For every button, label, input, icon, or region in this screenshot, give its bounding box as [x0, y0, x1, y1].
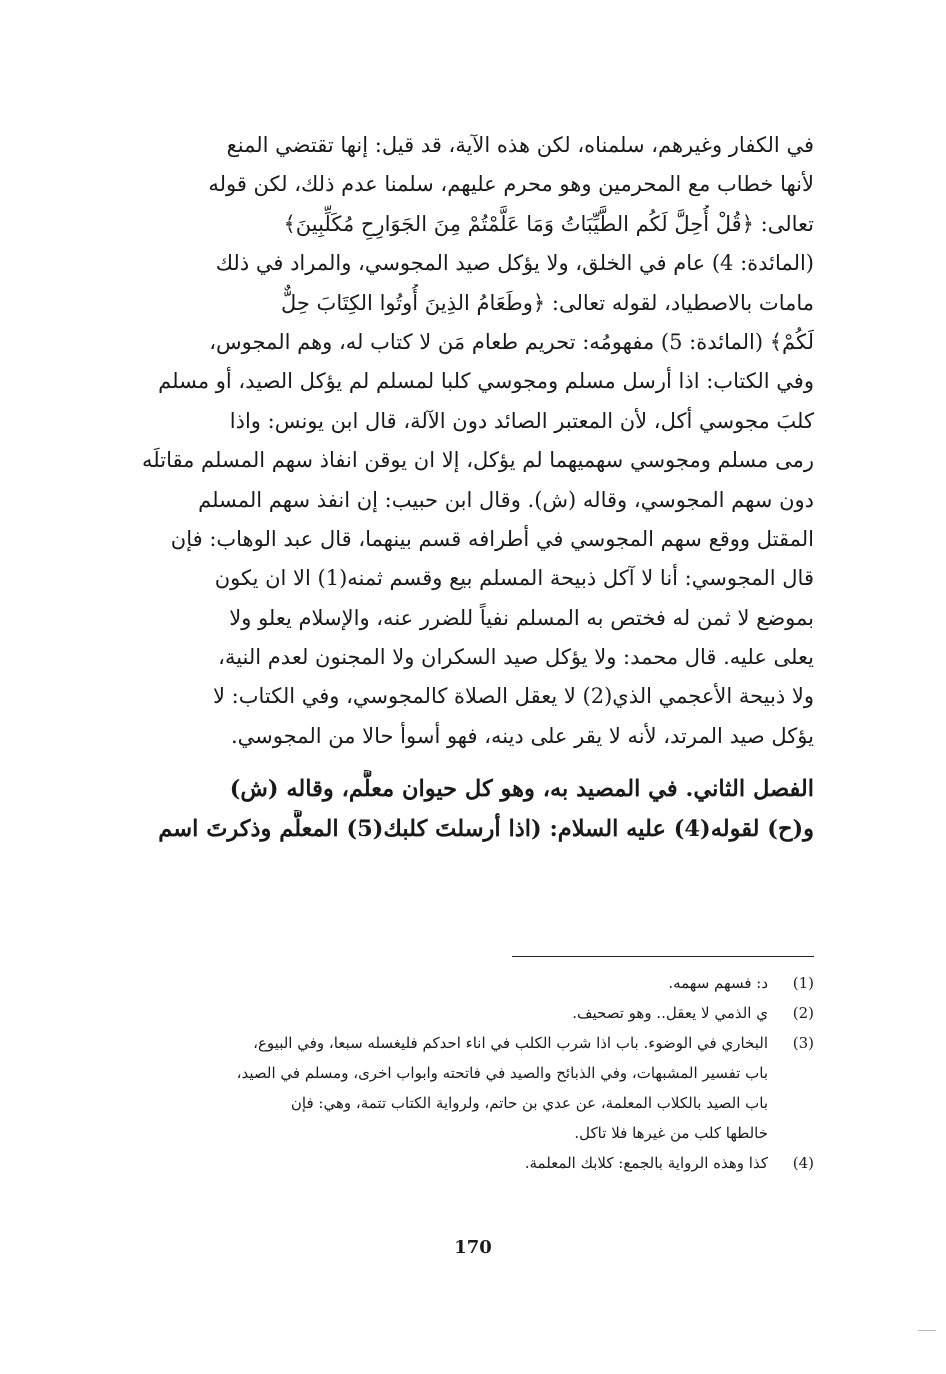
page-number: 170: [454, 1237, 492, 1258]
footnote-number: (1): [792, 974, 814, 992]
text-line: (المائدة: 4) عام في الخلق، ولا يؤكل صيد المجوسي، والمراد في ذلك: [215, 251, 814, 276]
text-line: مامات بالاصطياد، لقوله تعالى: ﴿وطَعَامُ الذِينَ أُوتُوا الكِتَابَ حِلٌّ: [281, 290, 814, 315]
footnote-4: [122, 1148, 814, 1178]
text-line: تعالى: ﴿قُلْ أُحِلَّ لَكُم الطَّيِّبَاتُ وَمَا عَلَّمْتُمْ مِنَ الجَوَارِحِ مُكَلِّبِينَ﴾: [283, 211, 814, 236]
text-line: دون سهم المجوسي، وقاله (ش). وقال ابن حبيب: إن انفذ سهم المسلم: [198, 487, 814, 512]
section-heading-line: الفصل الثاني. في المصيد به، وهو كل حيوان معلَّم، وقاله (ش): [229, 776, 814, 803]
text-line: بموضع لا ثمن له فختص به المسلم نفياً للضرر عنه، والإسلام يعلو ولا: [229, 605, 814, 630]
text-line: ولا ذبيحة الأعجمي الذي(2) لا يعقل الصلاة كالمجوسي، وفي الكتاب: لا: [213, 684, 814, 709]
footnote-line: باب الصيد بالكلاب المعلمة، عن عدي بن حاتم، ولرواية الكتاب تتمة، وهي: فإن: [290, 1094, 768, 1112]
footnote-text: [122, 1028, 768, 1148]
footnote-text: [122, 1148, 768, 1178]
footnote-line: البخاري في الوضوء. باب اذا شرب الكلب في اناء احدكم فليغسله سبعا، وفي البيوع،: [253, 1034, 768, 1052]
text-line: كلبَ مجوسي أكل، لأن المعتبر الصائد دون الآلة، قال ابن يونس: واذا: [229, 408, 814, 433]
footnote-line: د: فسهم سهمه.: [668, 974, 768, 992]
text-line: المقتل ووقع سهم المجوسي في أطرافه قسم بينهما، قال عبد الوهاب: فإن: [170, 526, 814, 551]
text-line: يؤكل صيد المرتد، لأنه لا يقر على دينه، فهو أسوأ حالا من المجوسي.: [231, 723, 814, 748]
footnote-text: [122, 968, 768, 998]
text-line: رمى مسلم ومجوسي سهميهما لم يؤكل، إلا ان يوقن انفاذ سهم المسلم مقاتلَه: [142, 448, 814, 473]
footnote-number: (2): [792, 1004, 814, 1022]
text-line: في الكفار وغيرهم، سلمناه، لكن هذه الآية، قد قيل: إنها تقتضي المنع: [226, 133, 814, 157]
text-line: وفي الكتاب: اذا أرسل مسلم ومجوسي كلبا لمسلم لم يؤكل الصيد، أو مسلم: [158, 369, 814, 394]
section-text-line: و(ح) لقوله(4) عليه السلام: (اذا أرسلتَ كلبك(5) المعلَّم وذكرتَ اسم: [158, 815, 814, 842]
scan-edge-mark: [918, 1330, 936, 1331]
footnote-text: [122, 998, 768, 1028]
footnote-number: (3): [792, 1034, 814, 1052]
footnotes: [122, 968, 814, 1178]
text-line: لَكُمْ﴾ (المائدة: 5) مفهومُه: تحريم طعام مَن لا كتاب له، وهم المجوس،: [209, 329, 814, 354]
text-line: يعلى عليه. قال محمد: ولا يؤكل صيد السكران ولا المجنون لعدم النية،: [218, 645, 814, 670]
footnote-1: [122, 968, 814, 998]
footnote-line: كذا وهذه الرواية بالجمع: كلابك المعلمة.: [524, 1154, 768, 1172]
main-text: [118, 126, 814, 849]
footnote-line: ي الذمي لا يعقل.. وهو تصحيف.: [572, 1004, 768, 1022]
text-line: لأنها خطاب مع المحرمين وهو محرم عليهم، سلمنا عدم ذلك، لكن قوله: [208, 172, 814, 197]
paragraph-gap: [118, 756, 814, 770]
footnote-separator: [512, 956, 814, 957]
text-line: قال المجوسي: أنا لا آكل ذبيحة المسلم بيع وقسم ثمنه(1) الا ان يكون: [214, 566, 814, 591]
footnote-number: (4): [792, 1154, 814, 1172]
footnote-2: [122, 998, 814, 1028]
footnote-line: باب تفسير المشبهات، وفي الذبائح والصيد في فاتحته وابواب اخرى، ومسلم في الصيد،: [236, 1064, 768, 1082]
footnote-3: [122, 1028, 814, 1148]
footnote-line: خالطها كلب من غيرها فلا تاكل.: [574, 1124, 768, 1142]
